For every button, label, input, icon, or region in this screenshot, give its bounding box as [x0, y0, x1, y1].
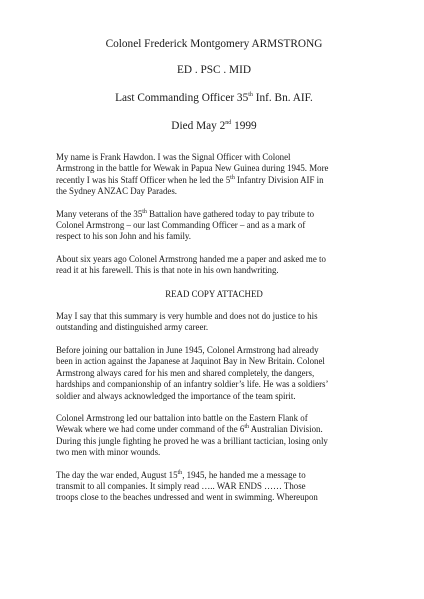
heading-honours: ED . PSC . MID [176, 64, 252, 76]
heading-died: Died May 2nd 1999 [171, 120, 257, 132]
heading-role: Last Commanding Officer 35th Inf. Bn. AIF. [115, 92, 313, 104]
paragraph-handwritten-note: About six years ago Colonel Armstrong handed me a paper and asked me to read it at his farewell. This is that note in his own handwriting. [56, 253, 326, 276]
heading-name: Colonel Frederick Montgomery ARMSTRONG [105, 38, 323, 50]
paragraph-wewak-battle: Colonel Armstrong led our battalion into battle on the Eastern Flank of Wewak where we had come under command of the 6th Australian Division. During this jungle fighting he proved he was a brilliant tactician, losing only two men with minor wounds. [56, 412, 328, 458]
paragraph-summary: May I say that this summary is very humble and does not do justice to his outstanding and distinguished army career. [56, 311, 318, 333]
paragraph-war-ends: The day the war ended, August 15th, 1945, he handed me a message to transmit to all companies. It simply read ….. WAR ENDS …… Those troops close to the beaches undressed and went in swimming. Whereupon [56, 469, 318, 503]
paragraph-tribute: Many veterans of the 35th Battalion have gathered today to pay tribute to Colonel Armstrong – our last Commanding Officer – and as a mark of respect to his son John and his family. [56, 208, 315, 242]
paragraph-career: Before joining our battalion in June 1945, Colonel Armstrong had already been in action against the Japanese at Jaquinot Bay in New Britain. Colonel Armstrong always cared for his men and shared completely, the dangers, hardships and companionship of an infantry soldier’s life. He was a soldiers’ soldier and always acknowledged the importance of the team spirit. [56, 344, 329, 401]
paragraph-introduction: My name is Frank Hawdon. I was the Signal Officer with Colonel Armstrong in the battle for Wewak in Papua New Guinea during 1945. More recently I was his Staff Officer when he led the 5th Infantry Division AIF in the Sydney ANZAC Day Parades. [56, 152, 329, 197]
read-copy-attached: READ COPY ATTACHED [165, 288, 263, 299]
